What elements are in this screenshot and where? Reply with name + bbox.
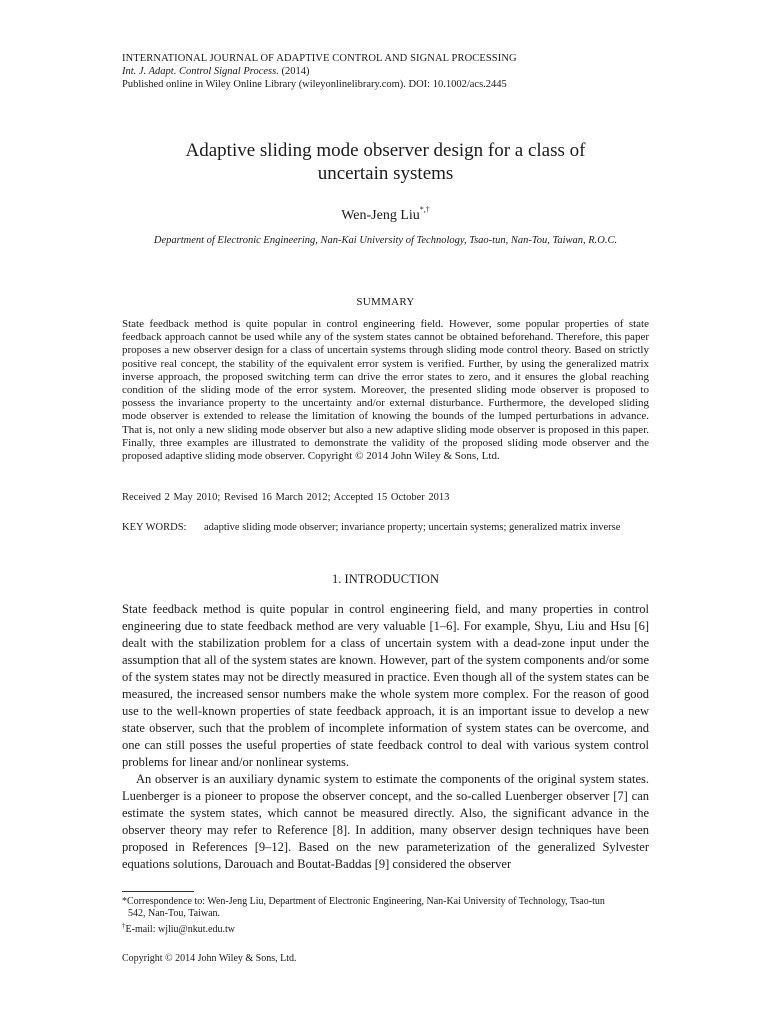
- citation-year: (2014): [281, 66, 310, 77]
- intro-paragraph-2: An observer is an auxiliary dynamic system to estimate the components of the original system states. Luenberger is a pioneer to propose the observer concept, and the so-called Luenberger observer [7] can estimate the system states, which cannot be measured directly. Also, the significant advance in the observer theory may refer to Reference [8]. In addition, many observer design techniques have been proposed in References [9–12]. Based on the new parameterization of the generalized Sylvester equations solutions, Darouach and Boutat-Baddas [9] considered the observer: [122, 772, 649, 871]
- publication-info: Published online in Wiley Online Library (wileyonlinelibrary.com). DOI: 10.1002/acs.2445: [122, 79, 507, 90]
- copyright-notice: Copyright © 2014 John Wiley & Sons, Ltd.: [122, 953, 297, 964]
- footnote-divider: [122, 891, 194, 892]
- author-name: Wen-Jeng Liu: [341, 208, 420, 223]
- keywords-label: KEY WORDS:: [122, 522, 187, 533]
- journal-citation: [122, 65, 642, 78]
- summary-heading: SUMMARY: [356, 296, 415, 308]
- citation-abbrev: Int. J. Adapt. Control Signal Process.: [122, 66, 279, 77]
- author-affiliation: Department of Electronic Engineering, Nan-Kai University of Technology, Tsao-tun, Nan-Tou, Taiwan, R.O.C.: [153, 235, 618, 246]
- keywords-text: adaptive sliding mode observer; invariance property; uncertain systems; generalized matrix inverse: [204, 522, 621, 533]
- paper-title: [122, 139, 649, 185]
- keywords: [122, 521, 649, 534]
- author: [122, 205, 649, 224]
- email-text: E-mail: wjliu@nkut.edu.tw: [125, 924, 235, 935]
- footnotes: [122, 896, 649, 936]
- correspondence-footnote: *Correspondence to: Wen-Jeng Liu, Department of Electronic Engineering, Nan-Kai University of Technology, Tsao-tun: [122, 896, 605, 907]
- correspondence-footnote-cont: 542, Nan-Tou, Taiwan.: [128, 908, 221, 919]
- journal-name: INTERNATIONAL JOURNAL OF ADAPTIVE CONTROL AND SIGNAL PROCESSING: [122, 53, 517, 64]
- journal-header: [122, 52, 642, 91]
- title-line-2: uncertain systems: [317, 163, 454, 184]
- author-footnote-marks: *,†: [419, 205, 430, 214]
- email-footnote: [122, 920, 649, 936]
- summary-text: State feedback method is quite popular in control engineering field. However, some popular properties of state feedback approach cannot be used while any of the system states cannot be obtained beforehand. Therefore, this paper proposes a new observer design for a class of uncertain systems through sliding mode control theory. Based on strictly positive real concept, the stability of the equivalent error system is verified. Further, by using the generalized matrix inverse approach, the proposed switching term can drive the error states to zero, and it ensures the global reaching condition of the sliding mode of the error system. Moreover, the presented sliding mode observer is proposed to possess the invariance property to the uncertainty and/or external disturbance. Furthermore, the developed sliding mode observer is extended to release the limitation of knowing the bounds of the lumped perturbations in advance. That is, not only a new sliding mode observer but also a new adaptive sliding mode observer is proposed in this paper. Finally, three examples are illustrated to demonstrate the validity of the proposed sliding mode observer and the proposed adaptive sliding mode observer. Copyright © 2014 John Wiley & Sons, Ltd.: [122, 318, 649, 463]
- introduction-body: [122, 601, 649, 873]
- title-line-1: Adaptive sliding mode observer design for a class of: [185, 140, 586, 161]
- email-footnote-mark: †: [122, 922, 126, 930]
- received-dates: Received 2 May 2010; Revised 16 March 2012; Accepted 15 October 2013: [122, 492, 450, 503]
- section-heading-introduction: 1. INTRODUCTION: [332, 572, 439, 586]
- intro-paragraph-1: State feedback method is quite popular in control engineering field, and many properties in control engineering due to state feedback method are very valuable [1–6]. For example, Shyu, Liu and Hsu [6] dealt with the stabilization problem for a class of uncertain system with a dead-zone input under the assumption that all of the system states are known. However, part of the system components and/or some of the system states may not be directly measured in practice. Even though all of the system states can be measured, the increased sensor numbers make the whole system more complex. For the reason of good use to the well-known properties of state feedback approach, it is an important issue to develop a new state observer, such that the problem of incomplete information of system states can be overcome, and one can still posses the useful properties of state feedback control to deal with various system control problems for linear and/or nonlinear systems.: [122, 602, 649, 769]
